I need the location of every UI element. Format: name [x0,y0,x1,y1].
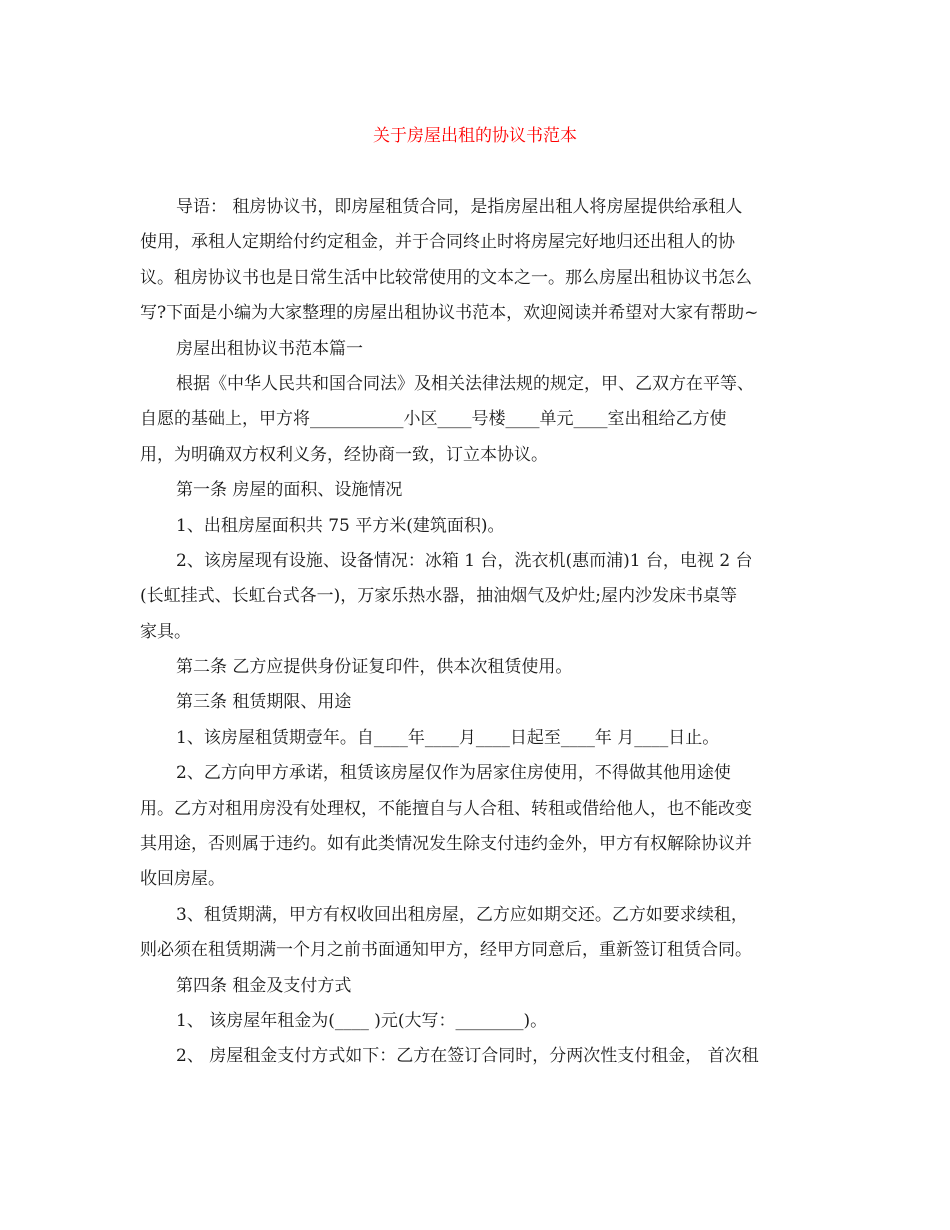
text-line: 其用途，否则属于违约。如有此类情况发生除支付违约金外，甲方有权解除协议并 [140,834,752,855]
text-line: 2、 房屋租金支付方式如下：乙方在签订合同时，分两次性支付租金， 首次租 [176,1046,759,1067]
text-line: 第二条 乙方应提供身份证复印件，供本次租赁使用。 [176,657,573,678]
text-line: 家具。 [140,621,191,642]
document-body [140,190,820,1075]
text-line: 3、租赁期满，甲方有权收回出租房屋，乙方应如期交还。乙方如要求续租， [176,904,748,925]
text-line: 用。乙方对租用房没有处理权，不能擅自与人合租、转租或借给他人，也不能改变 [140,798,752,819]
text-line: 写?下面是小编为大家整理的房屋出租协议书范本，欢迎阅读并希望对大家有帮助~ [140,303,759,324]
text-line: 1、该房屋租赁期壹年。自____年____月____日起至____年 月____日止。 [176,727,720,748]
text-line: 第四条 租金及支付方式 [176,975,352,996]
text-line: 收回房屋。 [140,869,225,890]
text-line: 2、乙方向甲方承诺，租赁该房屋仅作为居家住房使用，不得做其他用途使 [176,763,731,784]
text-line: 1、出租房屋面积共 75 平方米(建筑面积)。 [176,515,505,536]
text-line: 第三条 租赁期限、用途 [176,692,352,713]
text-line: 房屋出租协议书范本篇一 [176,338,363,359]
text-line: 根据《中华人民共和国合同法》及相关法律法规的规定，甲、乙双方在平等、 [176,373,754,394]
document-title: 关于房屋出租的协议书范本 [373,126,577,146]
text-line: 议。租房协议书也是日常生活中比较常使用的文本之一。那么房屋出租协议书怎么 [140,267,752,288]
text-line: 1、 该房屋年租金为(____ )元(大写：________)。 [176,1010,548,1031]
text-line: 用，为明确双方权利义务，经协商一致，订立本协议。 [140,444,548,465]
text-line: (长虹挂式、长虹台式各一)，万家乐热水器，抽油烟气及炉灶;屋内沙发床书桌等 [140,586,737,607]
text-line: 2、该房屋现有设施、设备情况：冰箱 1 台，洗衣机(惠而浦)1 台，电视 2 台 [176,550,753,571]
text-line: 使用，承租人定期给付约定租金，并于合同终止时将房屋完好地归还出租人的协 [140,232,735,253]
text-line: 导语： 租房协议书，即房屋租赁合同，是指房屋出租人将房屋提供给承租人 [176,197,743,217]
text-line: 自愿的基础上，甲方将___________小区____号楼____单元____室出租给乙方使 [140,409,727,430]
text-line: 第一条 房屋的面积、设施情况 [176,480,403,501]
text-line: 则必须在租赁期满一个月之前书面通知甲方，经甲方同意后，重新签订租赁合同。 [140,940,752,961]
